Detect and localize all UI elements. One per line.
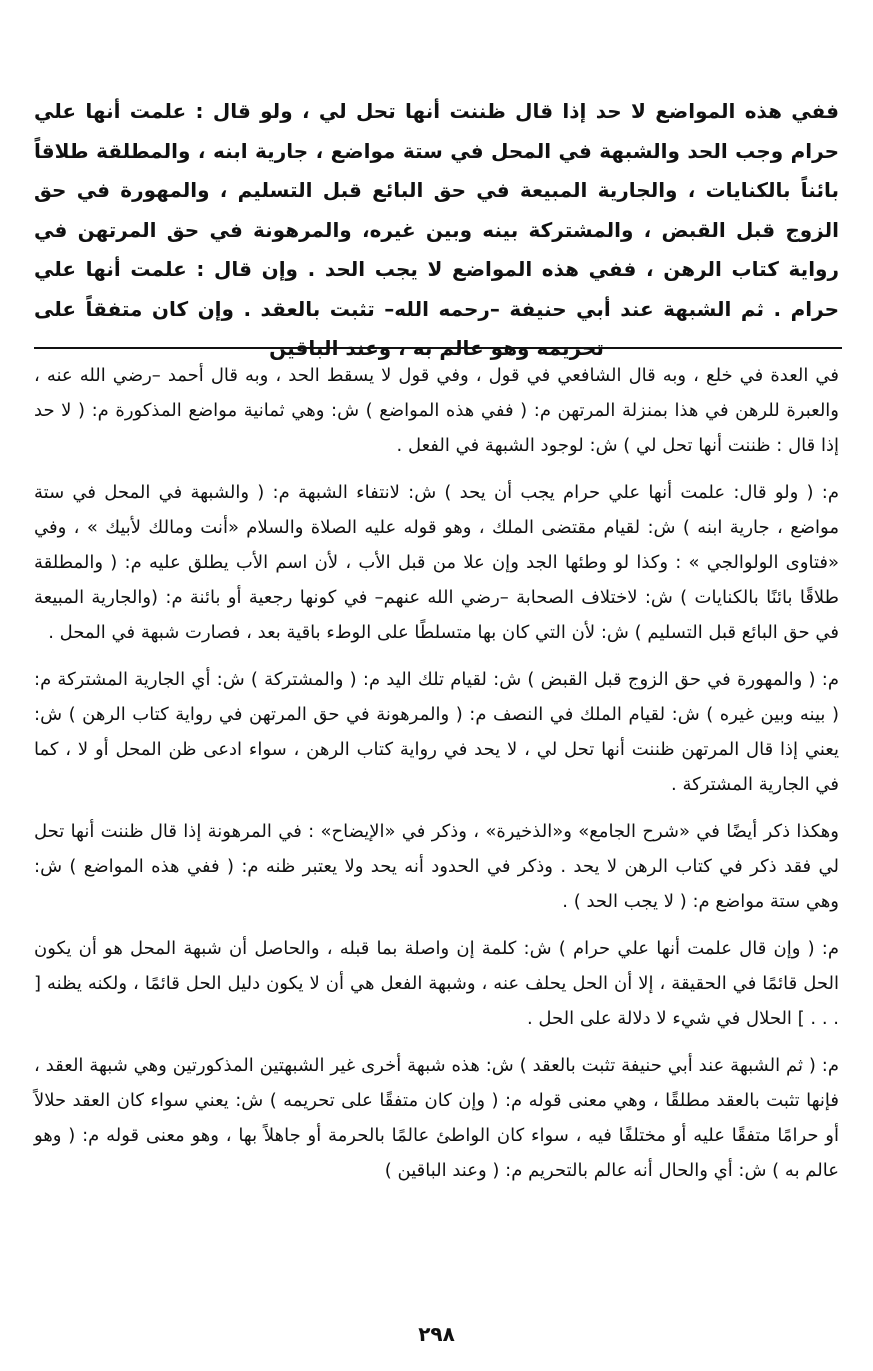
commentary-paragraph: وهكذا ذكر أيضًا في «شرح الجامع» و«الذخيرة» ، وذكر في «الإيضاح» : في المرهونة إذا قال ظننت أنها تحل لي فقد ذكر في كتاب الرهن لا يحد . وذكر في الحدود أنه يحد ولا يعتبر ظنه م: ( ففي هذه المواضع ) ش: وهي ستة مواضع م: ( لا يجب الحد ) . (34, 821, 839, 912)
main-text-block: ففي هذه المواضع لا حد إذا قال ظننت أنها تحل لي ، ولو قال : علمت أنها علي حرام وجب الحد والشبهة في المحل في ستة مواضع ، جارية ابنه ، والمطلقة طلاقاً بائناً بالكنايات ، والجارية المبيعة في حق البائع قبل التسليم ، والمهورة في حق الزوج قبل القبض ، والمشتركة بينه وبين غيره، والمرهونة في حق المرتهن في رواية كتاب الرهن ، ففي هذه المواضع لا يجب الحد . وإن قال : علمت أنها علي حرام . ثم الشبهة عند أبي حنيفة –رحمه الله– تثبت بالعقد . وإن كان متفقاً على تحريمه وهو عالم به ، وعند الباقين (34, 99, 839, 360)
page-number: ٢٩٨ (418, 1322, 455, 1346)
commentary-paragraph: م: ( والمهورة في حق الزوج قبل القبض ) ش: لقيام تلك اليد م: ( والمشتركة ) ش: أي الجارية المشتركة م: ( بينه وبين غيره ) ش: لقيام الملك في النصف م: ( والمرهونة في حق المرتهن في رواية كتاب الرهن ) ش: يعني إذا قال المرتهن ظننت أنها تحل لي ، لا يحد في رواية كتاب الرهن ، سواء ادعى ظن المحل أو لا ، كما في الجارية المشتركة . (34, 669, 839, 795)
commentary-paragraph: في العدة في خلع ، وبه قال الشافعي في قول ، وفي قول لا يسقط الحد ، وبه قال أحمد –رضي الله عنه ، والعبرة للرهن في هذا بمنزلة المرتهن م: ( ففي هذه المواضع ) ش: وهي ثمانية مواضع المذكورة م: ( لا حد إذا قال : ظننت أنها تحل لي ) ش: لوجود الشبهة في الفعل . (34, 365, 839, 456)
commentary-section (34, 358, 839, 1200)
commentary-paragraph: م: ( ولو قال: علمت أنها علي حرام يجب أن يحد ) ش: لانتفاء الشبهة م: ( والشبهة في المحل في ستة مواضع ، جارية ابنه ) ش: لقيام مقتضى الملك ، وهو قوله عليه الصلاة والسلام «أنت ومالك لأبيك » ، وفي «فتاوى الولوالجي » : وكذا لو وطئها الجد وإن علا من قبل الأب ، لأن اسم الأب يطلق عليه م: ( والمطلقة طلاقًا بائنًا بالكنايات ) ش: لاختلاف الصحابة –رضي الله عنهم– في كونها رجعية أو بائنة م: (والجارية المبيعة في حق البائع قبل التسليم ) ش: لأن التي كان بها متسلطًا على الوطء باقية بعد ، فصارت شبهة في المحل . (34, 482, 839, 643)
footnote-divider (34, 347, 842, 349)
commentary-paragraph: م: ( ثم الشبهة عند أبي حنيفة تثبت بالعقد ) ش: هذه شبهة أخرى غير الشبهتين المذكورتين وهي شبهة العقد ، فإنها تثبت بالعقد مطلقًا ، وهي معنى قوله م: ( وإن كان متفقًا على تحريمه ) ش: يعني سواء كان العقد حلالاً أو حرامًا متفقًا عليه أو مختلفًا فيه ، سواء كان الواطئ عالمًا بالحرمة أو جاهلاً بها ، وهو معنى قوله م: ( وهو عالم به ) ش: أي والحال أنه عالم بالتحريم م: ( وعند الباقين ) (34, 1055, 839, 1181)
commentary-paragraph: م: ( وإن قال علمت أنها علي حرام ) ش: كلمة إن واصلة بما قبله ، والحاصل أن شبهة المحل هو أن يكون الحل قائمًا في الحقيقة ، إلا أن الحل يحلف عنه ، وشبهة الفعل هي أن لا يكون دليل الحل قائمًا ، ولكنه يظنه [ . . . ] الحلال في شيء لا دلالة على الحل . (34, 938, 839, 1029)
